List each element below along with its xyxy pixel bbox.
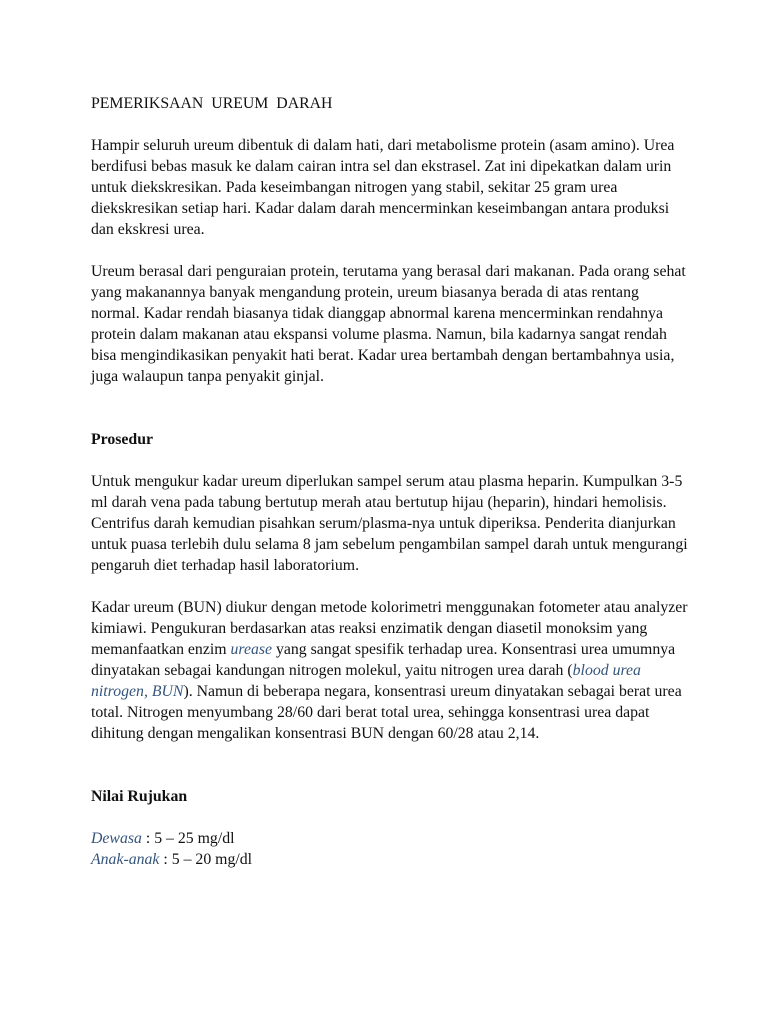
reference-label-adult: Dewasa	[91, 830, 142, 847]
procedure-paragraph-2-text-c: ). Namun di beberapa negara, konsentrasi ureum dinyatakan sebagai berat urea total. Nitrogen menyumbang 28/60 dari berat total urea, sehingga konsentrasi urea dapat dihitung dengan mengalikan konsentrasi BUN dengan 60/28 atau 2,14.	[91, 683, 682, 742]
reference-heading: Nilai Rujukan	[91, 788, 188, 805]
reference-value-adult: : 5 – 25 mg/dl	[141, 830, 235, 847]
reference-label-child: Anak-anak	[91, 851, 160, 868]
reference-value-child: : 5 – 20 mg/dl	[159, 851, 253, 868]
intro-paragraph-2: Ureum berasal dari penguraian protein, terutama yang berasal dari makanan. Pada orang sehat yang makanannya banyak mengandung protein, ureum biasanya berada di atas rentang normal. Kadar rendah biasanya tidak dianggap abnormal karena mencerminkan rendahnya protein dalam makanan atau ekspansi volume plasma. Namun, bila kadarnya sangat rendah bisa mengindikasikan penyakit hati berat. Kadar urea bertambah dengan bertambahnya usia, juga walaupun tanpa penyakit ginjal.	[91, 263, 686, 385]
procedure-heading: Prosedur	[91, 431, 154, 448]
reference-item-child	[91, 849, 691, 870]
procedure-paragraph-1: Untuk mengukur kadar ureum diperlukan sampel serum atau plasma heparin. Kumpulkan 3-5 ml darah vena pada tabung bertutup merah atau bertutup hijau (heparin), hindari hemolisis. Centrifus darah kemudian pisahkan serum/plasma-nya untuk diperiksa. Penderita dianjurkan untuk puasa terlebih dulu selama 8 jam sebelum pengambilan sampel darah untuk mengurangi pengaruh diet terhadap hasil laboratorium.	[91, 473, 688, 574]
intro-paragraph-1: Hampir seluruh ureum dibentuk di dalam hati, dari metabolisme protein (asam amino). Urea berdifusi bebas masuk ke dalam cairan intra sel dan ekstrasel. Zat ini dipekatkan dalam urin untuk diekskresikan. Pada keseimbangan nitrogen yang stabil, sekitar 25 gram urea diekskresikan setiap hari. Kadar dalam darah mencerminkan keseimbangan antara produksi dan ekskresi urea.	[91, 137, 675, 238]
reference-list	[91, 828, 691, 870]
document-title: PEMERIKSAAN UREUM DARAH	[91, 95, 333, 112]
bun-term: blood urea nitrogen, BUN	[91, 662, 641, 700]
document-content	[91, 93, 691, 870]
procedure-paragraph-2-text-b: yang sangat spesifik terhadap urea. Konsentrasi urea umumnya dinyatakan sebagai kandungan nitrogen molekul, yaitu nitrogen urea darah (	[91, 641, 676, 679]
procedure-paragraph-2-text-a: Kadar ureum (BUN) diukur dengan metode kolorimetri menggunakan fotometer atau analyzer kimiawi. Pengukuran berdasarkan atas reaksi enzimatik dengan diasetil monoksim yang memanfaatkan enzim	[91, 599, 688, 658]
enzyme-term: urease	[230, 641, 273, 658]
reference-item-adult	[91, 828, 691, 849]
procedure-paragraph-2	[91, 597, 691, 744]
